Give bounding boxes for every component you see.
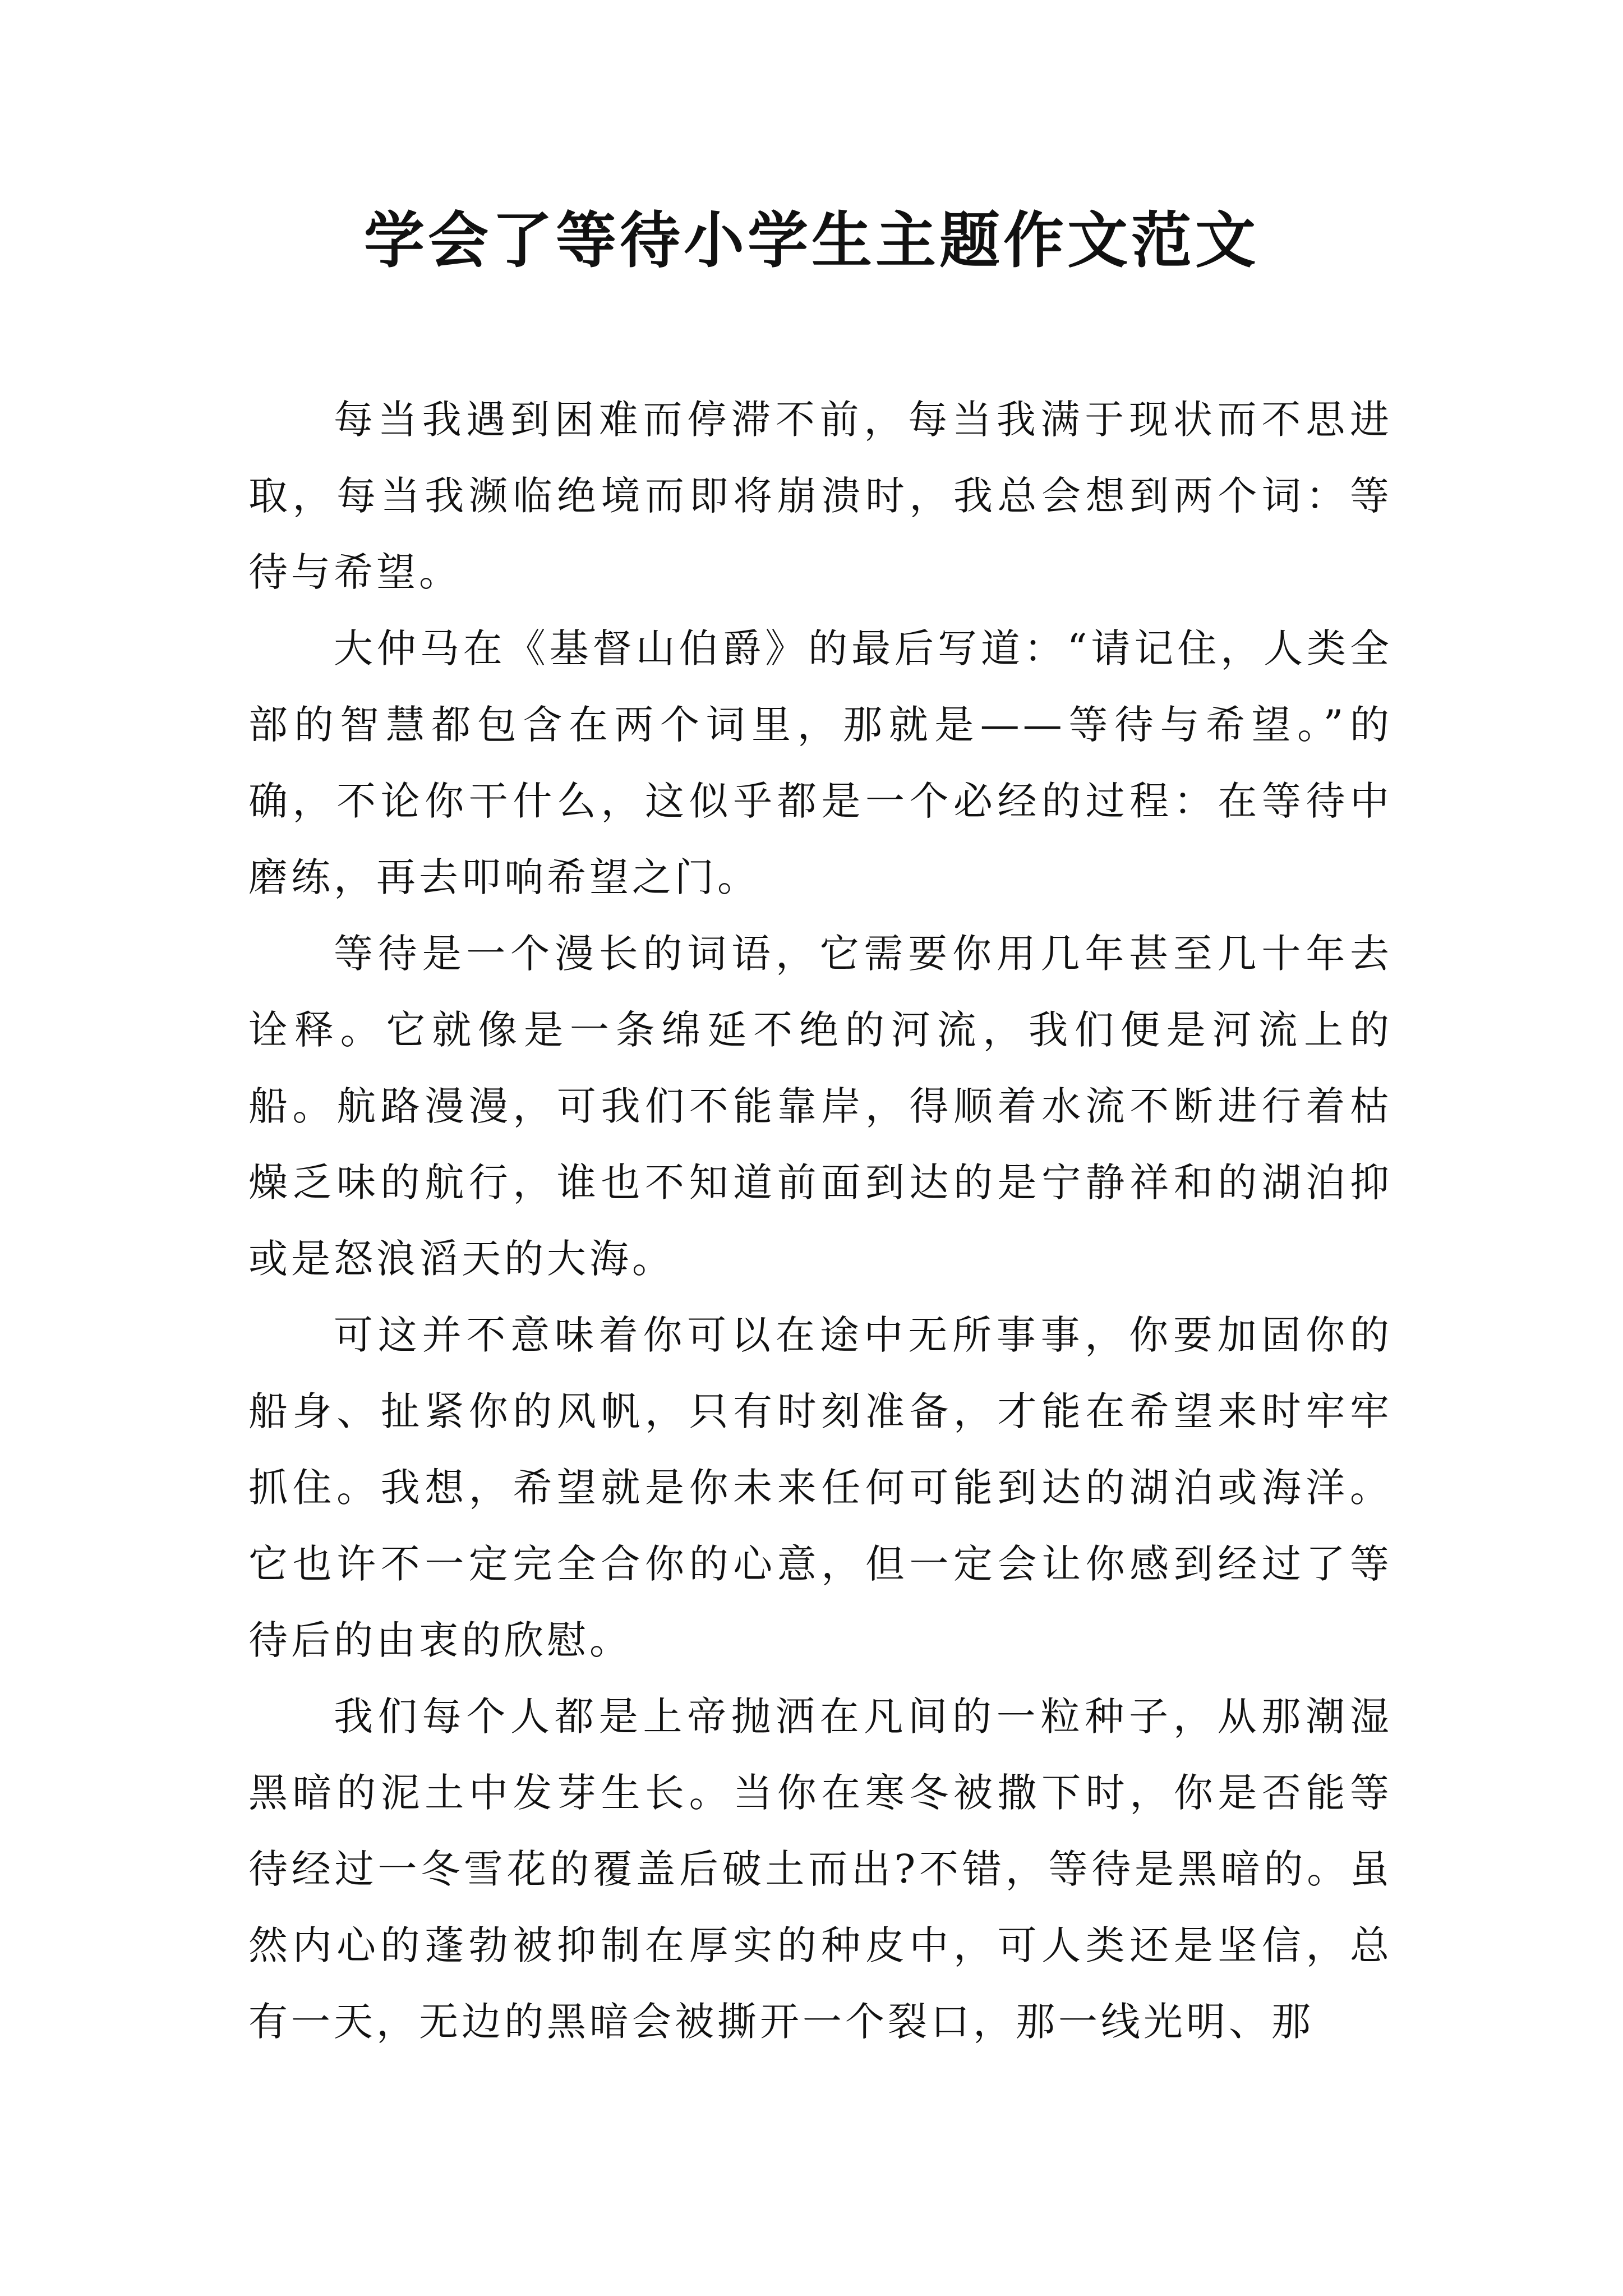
paragraph-2: 大仲马在《基督山伯爵》的最后写道：“请记住，人类全部的智慧都包含在两个词里，那就是——等待与希望。”的确，不论你干什么，这似乎都是一个必经的过程：在等待中磨练，再去叩响希望之门。 (248, 625, 1393, 900)
paragraph-5: 我们每个人都是上帝抛洒在凡间的一粒种子，从那潮湿黑暗的泥土中发芽生长。当你在寒冬被撒下时，你是否能等待经过一冬雪花的覆盖后破土而出?不错，等待是黑暗的。虽然内心的蓬勃被抑制在厚实的种皮中，可人类还是坚信，总有一天，无边的黑暗会被撕开一个裂口，那一线光明、那 (248, 1694, 1393, 2045)
paragraph-3: 等待是一个漫长的词语，它需要你用几年甚至几十年去诠释。它就像是一条绵延不绝的河流，我们便是河流上的船。航路漫漫，可我们不能靠岸，得顺着水流不断进行着枯燥乏味的航行，谁也不知道前面到达的是宁静祥和的湖泊抑或是怒浪滔天的大海。 (248, 931, 1393, 1282)
paragraph-1: 每当我遇到困难而停滞不前，每当我满于现状而不思进取，每当我濒临绝境而即将崩溃时，我总会想到两个词：等待与希望。 (248, 397, 1393, 595)
document-body (248, 381, 1393, 2060)
paragraph-4: 可这并不意味着你可以在途中无所事事，你要加固你的船身、扯紧你的风帆，只有时刻准备，才能在希望来时牢牢抓住。我想，希望就是你未来任何可能到达的湖泊或海洋。它也许不一定完全合你的心意，但一定会让你感到经过了等待后的由衷的欣慰。 (248, 1312, 1393, 1663)
document-title: 学会了等待小学生主题作文范文 (363, 206, 1259, 276)
